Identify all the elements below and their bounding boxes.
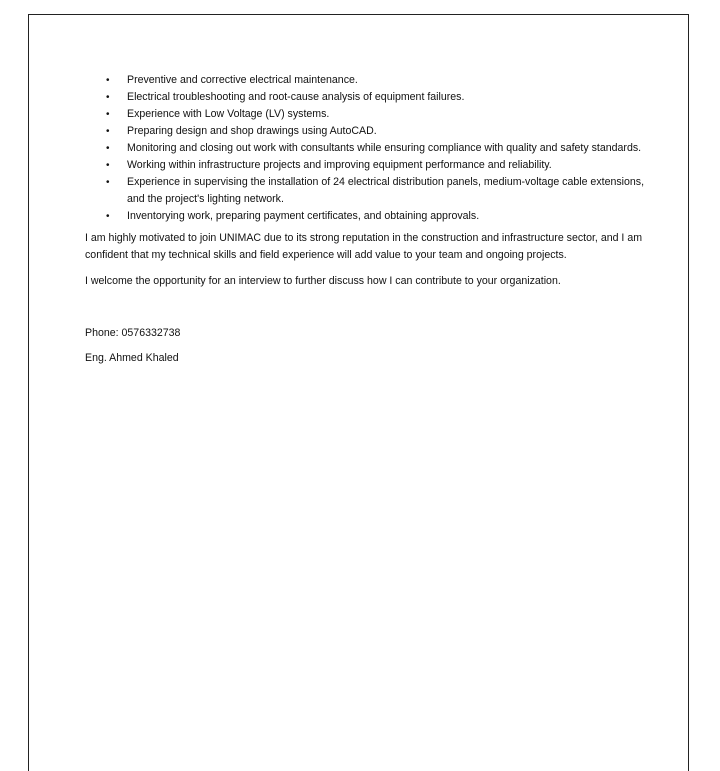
list-item [85,208,645,225]
list-item [85,140,645,157]
bullet-icon: • [106,143,110,154]
list-item [85,72,645,89]
bullet-icon: • [106,177,110,188]
bullet-icon: • [106,126,110,137]
bullet-icon: • [106,92,110,103]
skills-list [85,72,645,225]
list-item [85,106,645,123]
list-item [85,89,645,106]
bullet-icon: • [106,109,110,120]
letter-body [85,72,645,367]
bullet-icon: • [106,160,110,171]
list-item-text: Preventive and corrective electrical maintenance. [127,74,358,86]
list-item-text: Working within infrastructure projects and improving equipment performance and reliability. [127,159,552,171]
bullet-icon: • [106,211,110,222]
list-item-text: Experience with Low Voltage (LV) systems. [127,108,330,120]
motivation-paragraph: I am highly motivated to join UNIMAC due to its strong reputation in the construction and infrastructure sector, and I am confident that my technical skills and field experience will add value to your team and ongoing projects. [85,232,643,261]
list-item [85,123,645,140]
list-item-text: Experience in supervising the installation of 24 electrical distribution panels, medium-voltage cable extensions, and the project's lighting network. [127,176,645,205]
document-page [28,14,689,771]
interview-paragraph: I welcome the opportunity for an interview to further discuss how I can contribute to your organization. [85,275,561,287]
list-item-text: Electrical troubleshooting and root-cause analysis of equipment failures. [127,91,465,103]
bullet-icon: • [106,75,110,86]
list-item [85,174,645,208]
signature-name: Eng. Ahmed Khaled [85,352,179,364]
phone-number: Phone: 0576332738 [85,327,181,339]
list-item-text: Monitoring and closing out work with consultants while ensuring compliance with quality and safety standards. [127,142,642,154]
list-item [85,157,645,174]
list-item-text: Preparing design and shop drawings using AutoCAD. [127,125,377,137]
list-item-text: Inventorying work, preparing payment certificates, and obtaining approvals. [127,210,480,222]
